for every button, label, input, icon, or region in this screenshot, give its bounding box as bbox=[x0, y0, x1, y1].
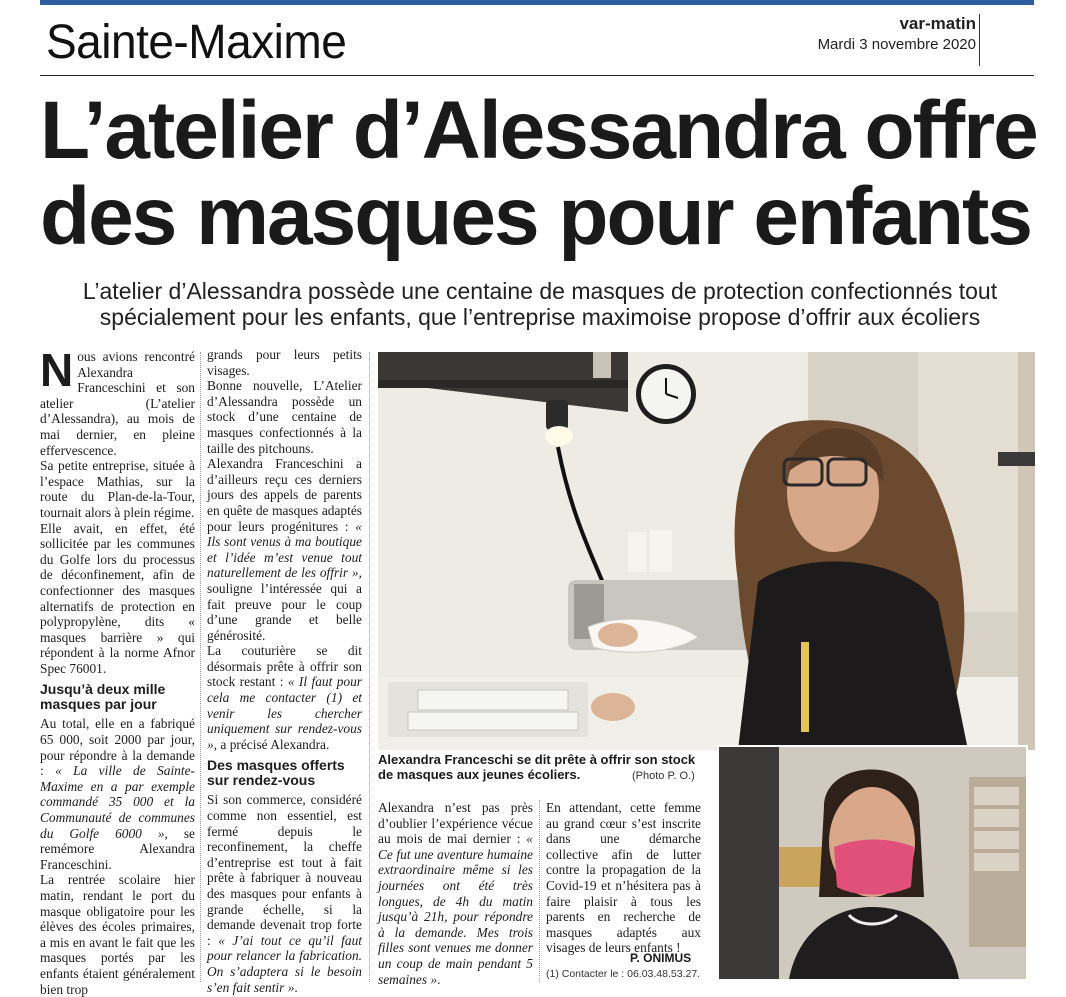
photo-credit: (Photo P. O.) bbox=[632, 770, 695, 782]
top-accent-bar bbox=[40, 0, 1034, 5]
paragraph-text: Alexandra n’est pas près d’oublier l’expérience vécue au mois de mai dernier : bbox=[378, 800, 533, 847]
quote: « Ils sont venus à ma boutique et l’idée m’est venue tout naturellement de les offrir » bbox=[207, 518, 362, 581]
column-separator bbox=[539, 800, 540, 982]
column-separator bbox=[369, 352, 370, 982]
header-rule bbox=[40, 75, 1034, 76]
paragraph-text: ous avions rencontré Alexandra Franceschini et son atelier (L’atelier d’Alessandra), au mois de mai dernier, en pleine effervescence. bbox=[40, 349, 195, 458]
paragraph-text: . bbox=[437, 971, 441, 987]
main-photo bbox=[378, 352, 1035, 750]
paragraph: Bonne nouvelle, L’Atelier d’Alessandra possède un stock d’une centaine de masques confectionnés à la taille des pitchouns. bbox=[207, 378, 362, 456]
deck: L’atelier d’Alessandra possède une centaine de masques de protection confectionnés tout spécialement pour les enfants, que l’entreprise maximoise propose d’offrir aux écoliers bbox=[82, 278, 998, 330]
quote: « Ce fut une aventure humaine extraordinaire même si les journées ont été très longues, de 4h du matin jusqu’à 21h, pour répondre à la demande. Mes trois filles sont venues me donner un coup de main pendant 5 semaines » bbox=[378, 831, 533, 987]
seamstress-photo-illustration bbox=[378, 352, 1035, 750]
secondary-photo bbox=[717, 745, 1028, 981]
quote: « Il faut pour cela me contacter (1) et venir les chercher uniquement sur rendez-vous » bbox=[207, 674, 362, 752]
footnote: (1) Contacter le : 06.03.48.53.27. bbox=[546, 968, 701, 980]
paragraph bbox=[40, 344, 195, 458]
masthead-divider bbox=[979, 14, 980, 66]
article-column-4 bbox=[546, 800, 701, 956]
paragraph-text: La couturière se dit désormais prête à offrir son stock restant : bbox=[207, 643, 362, 690]
column-separator bbox=[200, 352, 201, 982]
paragraph bbox=[378, 800, 533, 987]
issue-date: Mardi 3 novembre 2020 bbox=[817, 36, 976, 53]
paragraph-text: Au total, elle en a fabriqué 65 000, soit 2000 par jour, pour répondre à la demande : bbox=[40, 716, 195, 779]
subheading: Des masques offerts sur rendez-vous bbox=[207, 757, 345, 789]
article-column-2 bbox=[207, 347, 362, 995]
headline: L’atelier d’Alessandra offre des masques pour enfants bbox=[40, 85, 1037, 262]
paragraph: Sa petite entreprise, située à l’espace Mathias, sur la route du Plan-de-la-Tour, tournait alors à plein régime. bbox=[40, 458, 195, 520]
newspaper-brand: var-matin bbox=[899, 14, 976, 33]
paragraph-text: . bbox=[294, 979, 298, 995]
paragraph-text: , souligne l’intéressée qui a fait preuve pour le coup d’une grande et belle générosité. bbox=[207, 565, 362, 643]
paragraph-text: Si son commerce, considéré comme non essentiel, est fermé depuis le reconfinement, la cheffe d’entreprise est tout à fait prête à fabriquer à nouveau des masques pour enfants à grande échelle, si la demande devenait trop forte : bbox=[207, 792, 362, 948]
paragraph-text: , se remémore Alexandra Franceschini. bbox=[40, 825, 195, 872]
paragraph-text: , a précisé Alexandra. bbox=[213, 736, 330, 752]
paragraph: Elle avait, en effet, été sollicitée par les communes du Golfe lors du processus de déconfinement, afin de confectionner des masques alternatifs de protection en polypropylène, dits « masques barrière » qui répondent à la norme Afnor Spec 76001. bbox=[40, 520, 195, 676]
drop-cap: N bbox=[40, 344, 74, 396]
author-signature: P. ONIMUS bbox=[630, 951, 692, 965]
section-title: Sainte-Maxime bbox=[46, 13, 347, 69]
paragraph bbox=[207, 792, 362, 995]
paragraph-text: Alexandra Franceschini a d’ailleurs reçu ces derniers jours des appels de parents en quête de masques adaptés pour leurs progénitures : bbox=[207, 456, 362, 534]
quote: « La ville de Sainte-Maxime en a par exemple commandé 35 000 et la Communauté de communes du Golfe 6000 » bbox=[40, 763, 195, 841]
paragraph bbox=[207, 456, 362, 643]
article-column-3 bbox=[378, 800, 533, 987]
subheading: Jusqu’à deux mille masques par jour bbox=[40, 681, 166, 713]
paragraph: En attendant, cette femme au grand cœur s’est inscrite dans une démarche collective afin de lutter contre la propagation de la Covid-19 et n’hésitera pas à faire plaisir à tous les parents en recherche de masques adaptés aux visages de leurs enfants ! bbox=[546, 800, 701, 956]
photo-caption: Alexandra Franceschi se dit prête à offrir son stock de masques aux jeunes écoliers. bbox=[378, 752, 696, 782]
girl-with-mask-photo-illustration bbox=[719, 747, 1026, 979]
article-column-1 bbox=[40, 344, 195, 997]
paragraph bbox=[40, 716, 195, 872]
paragraph: La rentrée scolaire hier matin, rendant le port du masque obligatoire pour les élèves des écoles primaires, a mis en avant le fait que les masques portés par les enfants étaient généralement bien trop bbox=[40, 872, 195, 997]
paragraph bbox=[207, 643, 362, 752]
paragraph: grands pour leurs petits visages. bbox=[207, 347, 362, 378]
quote: « J’ai tout ce qu’il faut pour relancer la fabrication. On s’adaptera si le besoin s’en fait sentir » bbox=[207, 932, 363, 995]
masthead bbox=[818, 14, 976, 53]
